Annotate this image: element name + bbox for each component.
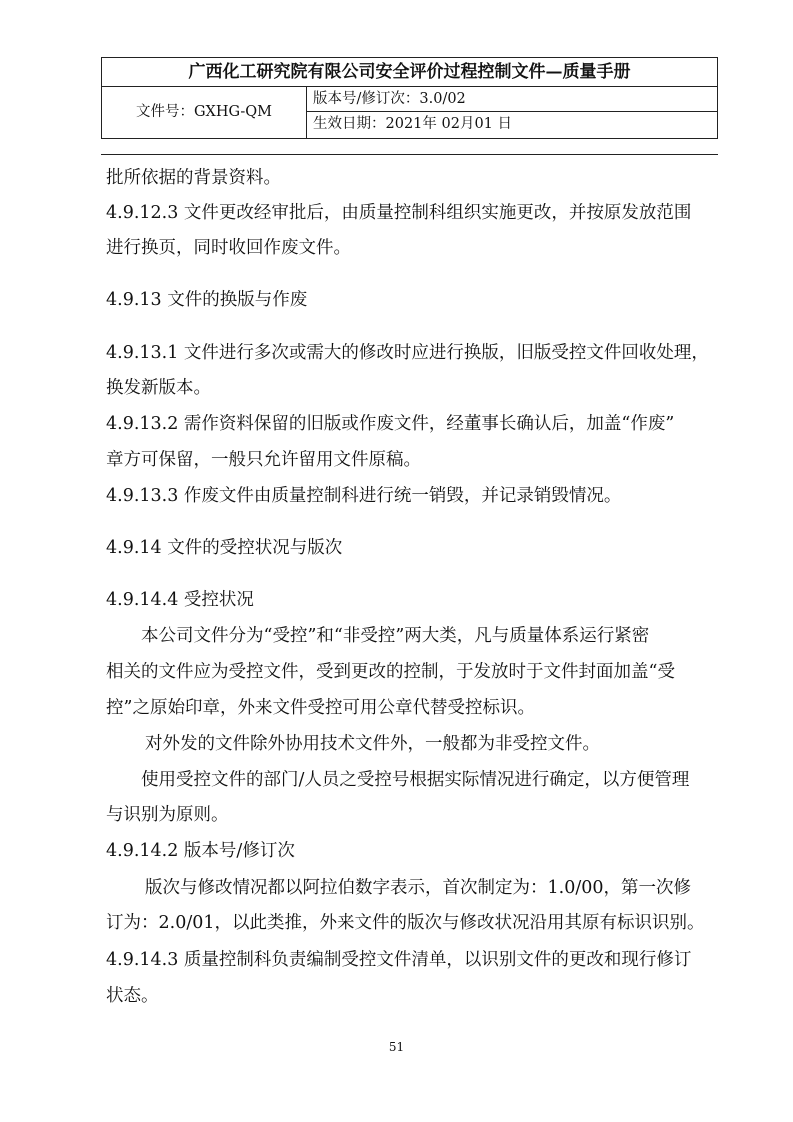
text-line: 状态。 xyxy=(106,986,159,1006)
text-line: 相关的文件应为受控文件，受到更改的控制，于发放时于文件封面加盖“受 xyxy=(106,662,675,682)
header-divider xyxy=(101,154,718,155)
page-number: 51 xyxy=(388,1040,405,1054)
text-line: 订为：2.0/01，以此类推，外来文件的版次与修改状况沿用其原有标识识别。 xyxy=(106,913,705,933)
text-line: 章方可保留，一般只允许留用文件原稿。 xyxy=(106,450,421,470)
text-line: 4.9.13.1 文件进行多次或需大的修改时应进行换版，旧版受控文件回收处理， xyxy=(106,343,709,363)
text-line: 与识别为原则。 xyxy=(106,805,229,825)
text-line: 控”之原始印章，外来文件受控可用公章代替受控标识。 xyxy=(106,698,535,718)
text-line: 本公司文件分为“受控”和“非受控”两大类，凡与质量体系运行紧密 xyxy=(141,626,650,646)
text-line: 进行换页，同时收回作废文件。 xyxy=(106,238,351,258)
text-line: 版次与修改情况都以阿拉伯数字表示，首次制定为：1.0/00，第一次修 xyxy=(145,878,691,898)
text-line: 换发新版本。 xyxy=(106,378,211,398)
text-line: 4.9.12.3 文件更改经审批后，由质量控制科组织实施更改，并按原发放范围 xyxy=(106,203,692,223)
version-revision: 版本号/修订次：3.0/02 xyxy=(307,87,717,112)
section-heading: 4.9.14 文件的受控状况与版次 xyxy=(106,538,343,558)
text-line: 4.9.13.3 作废文件由质量控制科进行统一销毁，并记录销毁情况。 xyxy=(106,486,622,506)
text-line: 4.9.13.2 需作资料保留的旧版或作废文件，经董事长确认后，加盖“作废” xyxy=(106,414,675,434)
text-line: 批所依据的背景资料。 xyxy=(106,168,281,188)
section-heading: 4.9.13 文件的换版与作废 xyxy=(106,290,308,310)
document-title: 广西化工研究院有限公司安全评价过程控制文件—质量手册 xyxy=(102,58,717,87)
section-heading: 4.9.14.4 受控状况 xyxy=(106,590,254,610)
text-line: 4.9.14.3 质量控制科负责编制受控文件清单，以识别文件的更改和现行修订 xyxy=(106,950,692,970)
effective-date: 生效日期：2021年 02月01 日 xyxy=(313,116,513,132)
section-heading: 4.9.14.2 版本号/修订次 xyxy=(106,841,295,861)
text-line: 对外发的文件除外协用技术文件外，一般都为非受控文件。 xyxy=(145,734,600,754)
document-number: 文件号：GXHG-QM xyxy=(102,87,307,138)
text-line: 使用受控文件的部门/人员之受控号根据实际情况进行确定，以方便管理 xyxy=(141,770,690,790)
document-header-table xyxy=(101,57,718,139)
